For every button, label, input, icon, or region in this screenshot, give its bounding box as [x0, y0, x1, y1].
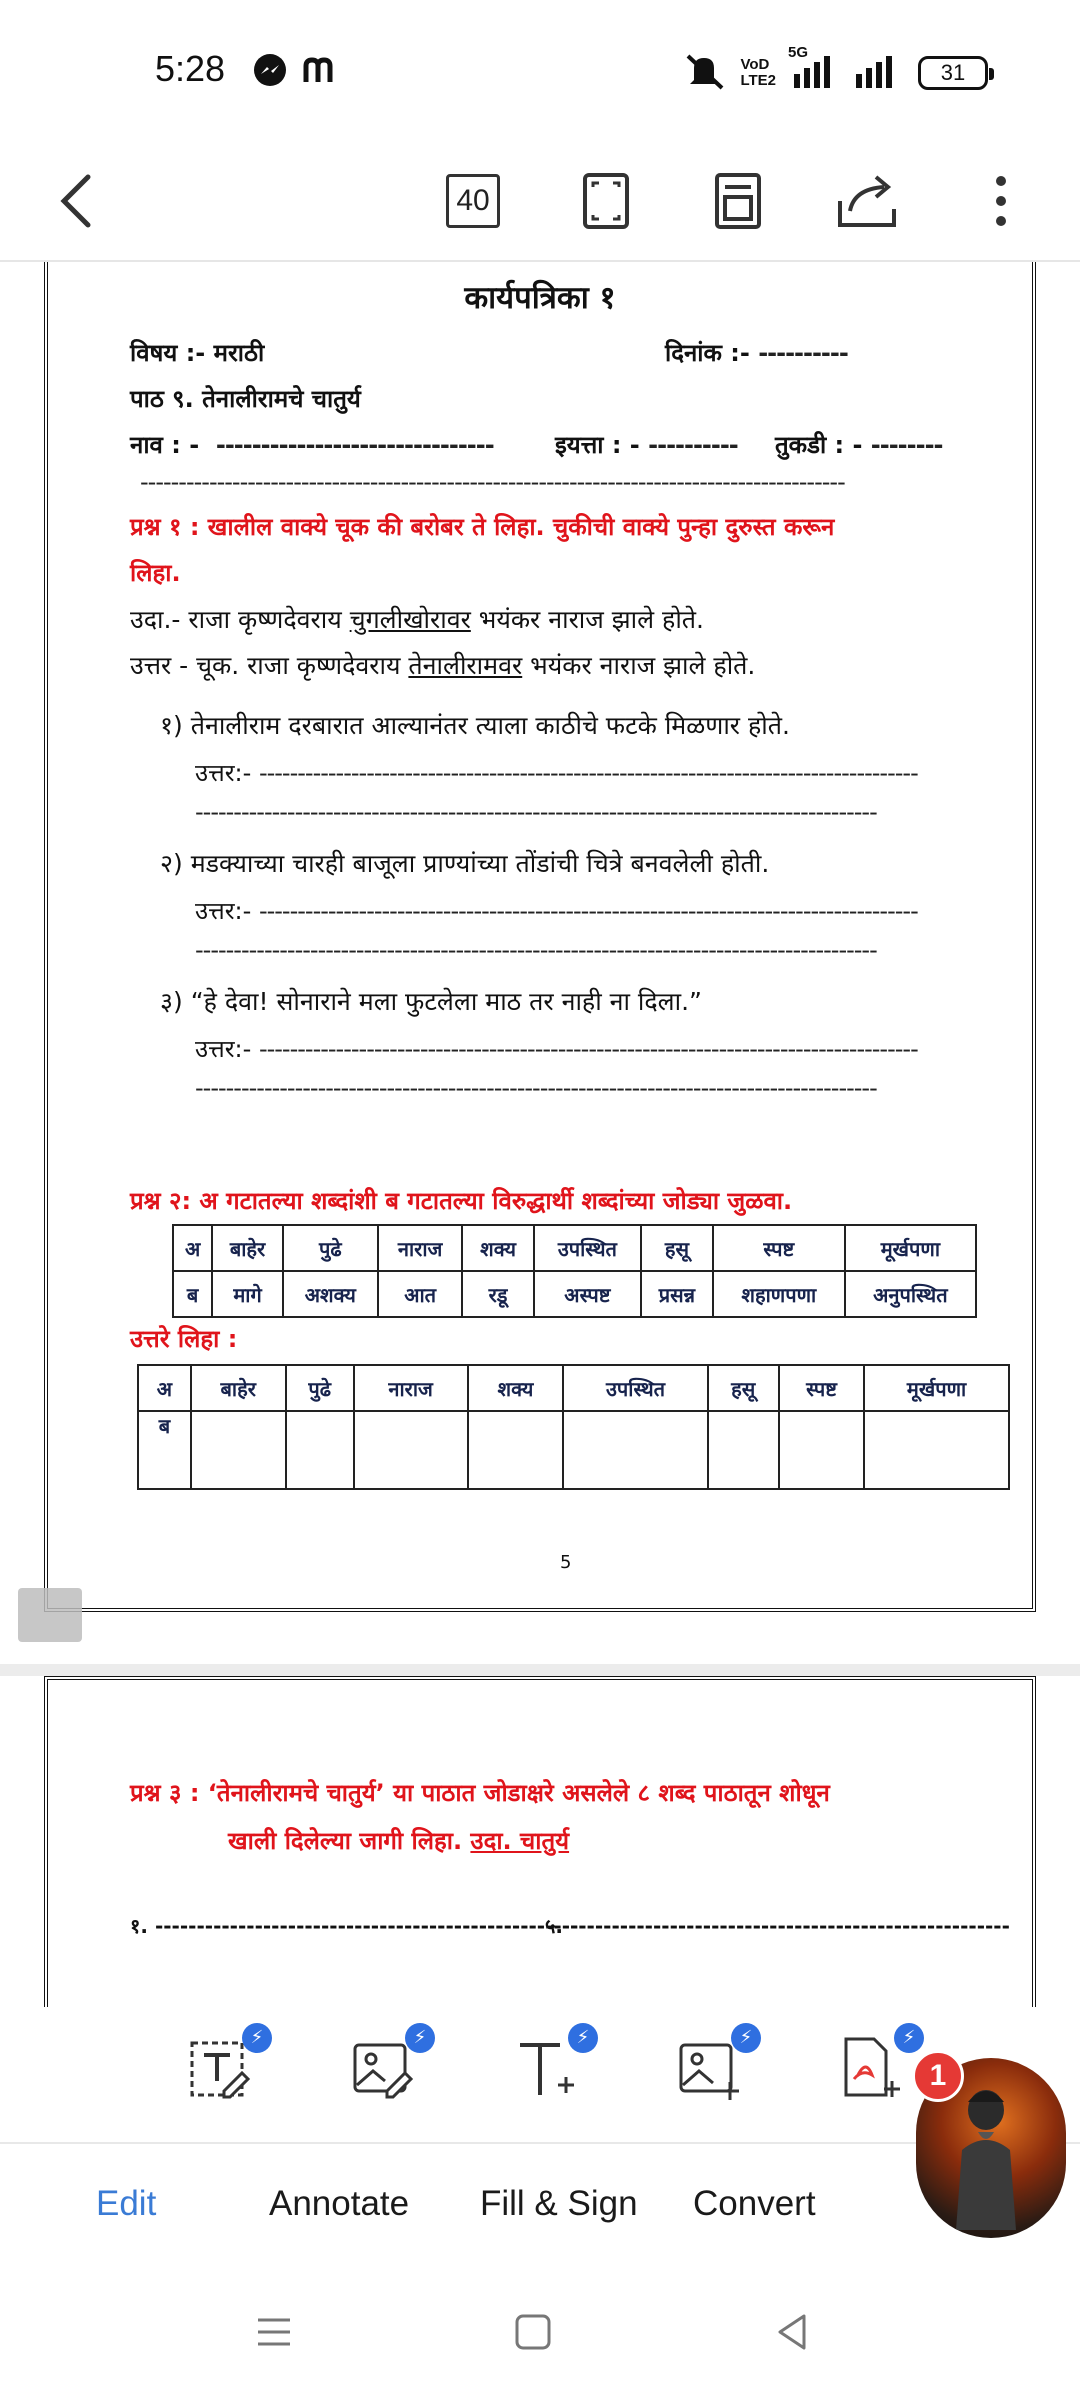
- battery-indicator: 31: [918, 56, 988, 90]
- subject-label: विषय :- मराठी: [130, 339, 265, 367]
- table-cell: स्पष्ट: [779, 1365, 864, 1411]
- share-icon: [836, 171, 902, 231]
- mute-icon: [682, 52, 726, 94]
- table-cell: अस्पष्ट: [534, 1271, 641, 1317]
- table-cell: अनुपस्थित: [845, 1271, 976, 1317]
- table-cell: उपस्थित: [563, 1365, 707, 1411]
- table-cell: शक्य: [468, 1365, 564, 1411]
- table-cell: उपस्थित: [534, 1225, 641, 1271]
- table-cell: नाराज: [354, 1365, 468, 1411]
- question-1-text: प्रश्न १ : खालील वाक्ये चूक की बरोबर ते लिहा. चुकीची वाक्ये पुन्हा दुरुस्त करून: [130, 513, 835, 541]
- table-row: [138, 1365, 1009, 1411]
- status-time: 5:28: [155, 48, 226, 89]
- back-nav-button[interactable]: [752, 2297, 832, 2367]
- table-cell: मूर्खपणा: [845, 1225, 976, 1271]
- system-nav-bar: [0, 2267, 1080, 2400]
- reading-mode-icon: [713, 171, 763, 231]
- add-text-tool[interactable]: [506, 2029, 596, 2119]
- more-options-button[interactable]: [958, 158, 1044, 244]
- q3-blank-1: १. ---------------------------------------------------: [130, 1914, 579, 1938]
- lightning-icon: ⚡: [731, 2023, 761, 2053]
- tab-fill-sign[interactable]: Fill & Sign: [480, 2184, 638, 2223]
- table-cell: [468, 1411, 564, 1489]
- tab-edit[interactable]: Edit: [96, 2184, 157, 2223]
- page-count: 40: [446, 174, 500, 228]
- share-button[interactable]: [826, 158, 912, 244]
- answer-line-1: उत्तर:- --------------------------------------------------------------------------------------: [195, 759, 918, 787]
- page-count-button[interactable]: [430, 158, 516, 244]
- q3-blank-5: ५. -----------------------------------------------------: [545, 1914, 1010, 1938]
- table-cell: हसू: [641, 1225, 713, 1271]
- table-cell: नाराज: [378, 1225, 463, 1271]
- pdf-convert-tool[interactable]: [832, 2029, 922, 2119]
- question-item-3: ३) “हे देवा! सोनाराने मला फुटलेला माठ तर नाही ना दिला.”: [160, 987, 702, 1016]
- notification-badge: 1: [912, 2050, 964, 2102]
- scroll-handle[interactable]: [18, 1588, 82, 1642]
- table-cell: [354, 1411, 468, 1489]
- question-2-text: प्रश्न २: अ गटातल्या शब्दांशी ब गटातल्या विरुद्धार्थी शब्दांच्या जोड्या जुळवा.: [130, 1187, 793, 1215]
- lesson-label: पाठ ९. तेनालीरामचे चातुर्य: [130, 385, 361, 413]
- table-cell: बाहेर: [212, 1225, 283, 1271]
- signal-icon: [852, 52, 900, 94]
- answer-line-2b: -----------------------------------------------------------------------------------------: [195, 936, 877, 964]
- messenger-icon: [252, 52, 288, 88]
- table-cell: [864, 1411, 1009, 1489]
- table-cell: पुढे: [286, 1365, 354, 1411]
- table-cell: शक्य: [462, 1225, 533, 1271]
- table-cell: आत: [378, 1271, 463, 1317]
- image-edit-tool[interactable]: [343, 2029, 433, 2119]
- more-options-icon: [991, 171, 1011, 231]
- network-label: VoD LTE2: [740, 56, 776, 89]
- answer-table: [137, 1364, 1010, 1490]
- m-app-icon: [302, 52, 342, 88]
- lightning-icon: ⚡: [894, 2023, 924, 2053]
- back-triangle-icon: [770, 2310, 814, 2354]
- recent-apps-button[interactable]: [234, 2297, 314, 2367]
- division-field: तुकडी : - --------: [775, 431, 943, 459]
- back-button[interactable]: [34, 158, 120, 244]
- reading-mode-button[interactable]: [695, 158, 781, 244]
- home-button[interactable]: [493, 2297, 573, 2367]
- separator-line: --------------------------------------------------------------------------------------------: [140, 468, 845, 496]
- status-bar: [0, 0, 1080, 140]
- example-answer: उत्तर - चूक. राजा कृष्णदेवराय तेनालीरामवर भयंकर नाराज झाले होते.: [130, 651, 756, 680]
- add-image-tool[interactable]: [669, 2029, 759, 2119]
- question-3-text-cont: खाली दिलेल्या जागी लिहा. उदा. चातुर्य: [228, 1827, 570, 1855]
- matching-table: [172, 1224, 977, 1318]
- toolbar: [0, 140, 1080, 262]
- example-sentence: उदा.- राजा कृष्णदेवराय चुगलीखोरावर भयंकर नाराज झाले होते.: [130, 605, 704, 634]
- table-cell: बाहेर: [191, 1365, 286, 1411]
- tab-convert[interactable]: Convert: [693, 2184, 816, 2223]
- document-page-5: [0, 262, 1080, 1664]
- question-item-2: २) मडक्याच्या चारही बाजूला प्राण्यांच्या तोंडांची चित्रे बनवलेली होती.: [160, 849, 770, 878]
- table-row: [173, 1271, 976, 1317]
- question-1-text-cont: लिहा.: [130, 559, 181, 587]
- table-cell: अशक्य: [283, 1271, 378, 1317]
- name-field: नाव : - -------------------------------: [130, 431, 494, 459]
- table-cell: [563, 1411, 707, 1489]
- answer-line-3b: -----------------------------------------------------------------------------------------: [195, 1074, 877, 1102]
- table-cell: मागे: [212, 1271, 283, 1317]
- table-cell: शहाणपणा: [713, 1271, 845, 1317]
- lightning-icon: ⚡: [242, 2023, 272, 2053]
- table-cell: पुढे: [283, 1225, 378, 1271]
- table-cell: [286, 1411, 354, 1489]
- table-cell: ब: [173, 1271, 212, 1317]
- fullscreen-button[interactable]: [563, 158, 649, 244]
- avatar-figure-icon: [946, 2080, 1026, 2230]
- table-cell: अ: [138, 1365, 191, 1411]
- table-cell: अ: [173, 1225, 212, 1271]
- tab-annotate[interactable]: Annotate: [269, 2184, 410, 2223]
- lightning-icon: ⚡: [568, 2023, 598, 2053]
- table-cell: प्रसन्न: [641, 1271, 713, 1317]
- status-icons: [682, 44, 900, 94]
- table-cell: ब: [138, 1411, 191, 1489]
- lightning-icon: ⚡: [405, 2023, 435, 2053]
- answers-label: उत्तरे लिहा :: [130, 1325, 238, 1353]
- answer-line-2: उत्तर:- --------------------------------------------------------------------------------------: [195, 897, 918, 925]
- home-square-icon: [511, 2310, 555, 2354]
- table-cell: हसू: [708, 1365, 779, 1411]
- document-page-6: [0, 1676, 1080, 2007]
- fullscreen-icon: [581, 171, 631, 231]
- table-cell: मूर्खपणा: [864, 1365, 1009, 1411]
- table-cell: [779, 1411, 864, 1489]
- signal-5g-icon: 5G: [790, 52, 838, 94]
- table-row: [138, 1411, 1009, 1489]
- table-cell: स्पष्ट: [713, 1225, 845, 1271]
- date-label: दिनांक :- ----------: [665, 339, 848, 367]
- worksheet-title: कार्यपत्रिका १: [464, 280, 616, 316]
- table-row: [173, 1225, 976, 1271]
- text-box-edit-tool[interactable]: [180, 2029, 270, 2119]
- back-arrow-icon: [52, 171, 102, 231]
- menu-icon: [252, 2312, 296, 2352]
- page-number: 5: [560, 1552, 572, 1573]
- table-cell: [191, 1411, 286, 1489]
- document-viewer[interactable]: [0, 262, 1080, 2007]
- question-item-1: १) तेनालीराम दरबारात आल्यानंतर त्याला काठीचे फटके मिळणार होते.: [160, 711, 790, 740]
- answer-line-1b: -----------------------------------------------------------------------------------------: [195, 798, 877, 826]
- table-cell: [708, 1411, 779, 1489]
- class-field: इयत्ता : - ----------: [555, 431, 738, 459]
- answer-line-3: उत्तर:- --------------------------------------------------------------------------------------: [195, 1035, 918, 1063]
- table-cell: रडू: [462, 1271, 533, 1317]
- question-3-text: प्रश्न ३ : ‘तेनालीरामचे चातुर्य’ या पाठात जोडाक्षरे असलेले ८ शब्द पाठातून शोधून: [130, 1779, 830, 1807]
